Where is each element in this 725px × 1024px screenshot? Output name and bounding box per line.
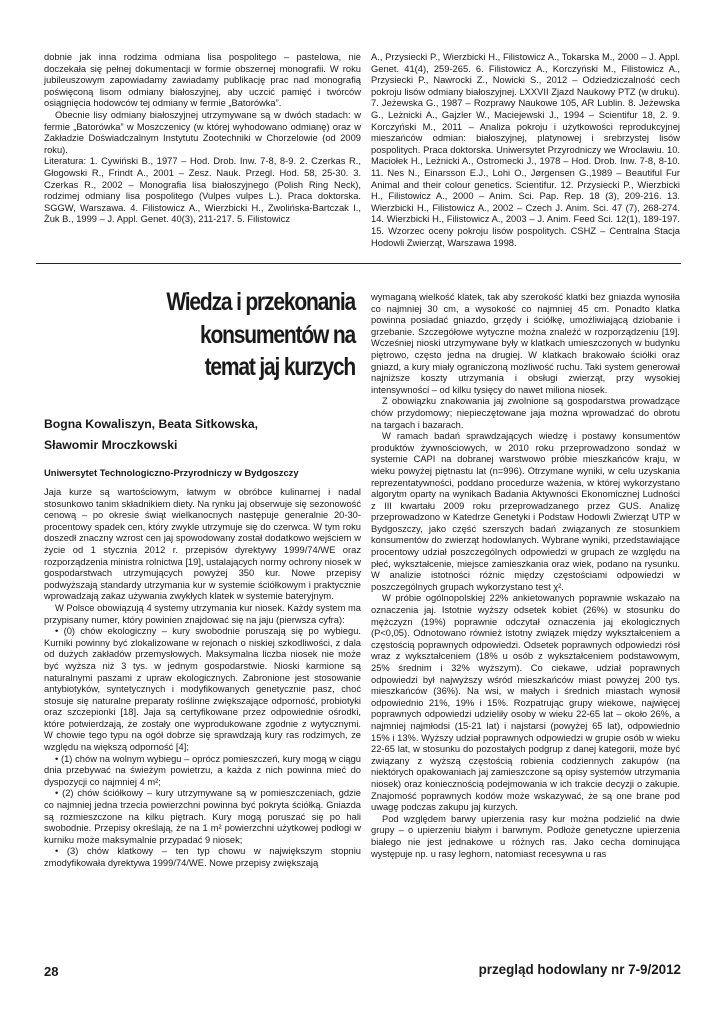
paragraph: wymaganą wielkość klatek, tak aby szerokość klatki bez gniazda wynosiła co najmniej 30 cm, a wysokość co najmniej 45 cm. Ponadto klatka powinna posiadać gniazdo, grzędy i ściółkę, umożliwiającą dziobanie i grzebanie. Szczegółowe wytyczne można znaleźć w rozporządzeniu [19]. Wcześniej nioski utrzymywane były w klatkach umieszczonych w budynku piętrowo, często jedna na drugiej. W klatkach brakowało ściółki oraz gniazd, a kury miały ograniczoną możliwość ruchu. Taki system generował najniższe koszty utrzymania i obsługi zwierząt, przy wysokiej intensywności – od kilku tysięcy do nawet miliona niosek. — [371, 292, 680, 395]
list-item: • (3) chów klatkowy – ten typ chowu w największym stopniu zmodyfikowała dyrektywa 1999/74/WE. Nowe przepisy zwiększają — [44, 846, 361, 868]
literature-list-continued: A., Przysiecki P., Wierzbicki H., Filistowicz A., Tokarska M., 2000 – J. Appl. Genet. 41(4), 259-265. 6. Filistowicz A., Korczyński M., Filistowicz A., Przysiecki P., Nawrocki Z., Nowicki S., 2012 – Odziedziczalność cech pokroju lisów odmiany białoszyjnej. LXXVII Zjazd Naukowy PTZ (w druku). 7. Jeżewska G., 1987 – Rozprawy Naukowe 105, AR Lublin. 8. Jeżewska G., Leżnicki A., Gajzler W., Maciejewski J., 1994 – Scientifur 18, 2. 9. Korczyński M., 2011 – Analiza pokroju i użytkowości reprodukcyjnej mieszańców odmian: białoszyjnej, platynowej i srebrzystej lisów pospolitych. Praca doktorska. Uniwersytet Przyrodniczy we Wrocławiu. 10. Maciołek H., Leżnicki A., Ostromecki J., 1978 – Hod. Drob. Inw. 7-8, 8-10. 11. Nes N., Einarsson E.J., Lohi O., Jørgensen G.,1989 – Beautiful Fur Animal and their colour genetics. Scientifur. 12. Przysiecki P., Wierzbicki H., Filistowicz A., 2000 – Anim. Sci. Pap. Rep. 18 (3), 209-216. 13. Wierzbicki H., Filistowicz A., 2002 – Czech J. Anim. Sci. 47 (7), 268-274. 14. Wierzbicki H., Filistowicz A., 2003 – J. Anim. Feed Sci. 12(1), 189-197. 15. Wzorzec oceny pokroju lisów pospolitych. CSHZ – Centralna Stacja Hodowli Zwierząt, Warszawa 1998. — [371, 52, 680, 248]
article-authors — [44, 414, 361, 456]
title-line: Wiedza i przekonania — [166, 288, 355, 316]
authors-line: Bogna Kowaliszyn, Beata Sitkowska, — [44, 417, 259, 431]
paragraph: Z obowiązku znakowania jaj zwolnione są gospodarstwa prowadzące chów przydomowy; niepieczętowane jaja można wprowadzać do obrotu na targach i bazarach. — [371, 396, 680, 430]
article-column-left — [44, 487, 361, 870]
paragraph: Obecnie lisy odmiany białoszyjnej utrzymywane są w dwóch stadach: w fermie „Batorówka” w Moszczenicy (w której wyhodowano odmianę) oraz w Zakładzie Doświadczalnym Instytutu Zootechniki w Chorzelowie (od 2009 roku). — [44, 109, 361, 155]
title-line: konsumentów na — [199, 320, 355, 349]
authors-line: Sławomir Mroczkowski — [44, 438, 178, 452]
paragraph: W ramach badań sprawdzających wiedzę i postawy konsumentów produktów żywnościowych, w 2010 roku przeprowadzono sondaż w systemie CAPI na dobranej warstwowo próbie mieszkańców kraju, w wieku powyżej piętnastu lat (n=996). Otrzymane wyniki, w celu uzyskania reprezentatywności, poddano procedurze ważenia, w której wykorzystano algorytm oparty na wynikach Badania Aktywności Ekonomicznej Ludności z III kwartału 2009 roku przeprowadzanego przez GUS. Analizę przeprowadzono w Katedrze Genetyki i Podstaw Hodowli Zwierząt UTP w Bydgoszczy, jako część szerszych badań związanych ze stosunkiem konsumentów do zwierząt hodowlanych. Wybrane wyniki, przedstawiające procentowy udział poszczególnych odpowiedzi w grupach ze względu na płeć, wykształcenie, miejsce zamieszkania oraz wiek, podano na rysunku. W analizie istotności różnic między częstościami odpowiedzi w poszczególnych grupach wykorzystano test χ². — [371, 431, 680, 592]
section-divider — [36, 263, 681, 264]
literature-list: Literatura: 1. Cywiński B., 1977 – Hod. Drob. Inw. 7-8, 8-9. 2. Czerkas R., Głogowski R., Frindt A., 2001 – Zesz. Nauk. Przegl. Hod. 58, 25-30. 3. Czerkas R., 2002 – Monografia lisa białoszyjnego (Polish Ring Neck), rodzimej odmiany lisa pospolitego (Vulpes vulpes L.). Praca doktorska. SGGW, Warszawa. 4. Filistowicz A., Wierzbicki H., Zwolińska-Bartczak I., Żuk B., 1999 – J. Appl. Genet. 40(3), 211-217. 5. Filistowicz — [44, 156, 361, 225]
paragraph: dobnie jak inna rodzima odmiana lisa pospolitego – pastelowa, nie doczekała się pełnej dokumentacji w formie obszernej monografii. W roku jubileuszowym zapowiadamy zawiadamy publikację prac nad monografią poświęconą lisom odmiany białoszyjnej, aby uczcić pamięć i twórców osiągnięcia hodowców tej odmiany w fermie „Batorówka”. — [44, 52, 361, 109]
list-item: • (2) chów ściółkowy – kury utrzymywane są w pomieszczeniach, gdzie co najmniej jedna trzecia powierzchni powinna być pokryta ściółką. Gniazda są rozmieszczone na kilku piętrach. Kury mogą poruszać się po hali swobodnie. Przepisy określają, że na 1 m² powierzchni użytkowej podłogi w kurniku może maksymalnie przypadać 9 niosek; — [44, 788, 361, 845]
title-line: temat jaj kurzych — [204, 353, 355, 381]
page-number: 28 — [44, 964, 59, 979]
paragraph: Pod względem barwy upierzenia rasy kur można podzielić na dwie grupy – o upierzeniu białym i barwnym. Podłoże genetyczne upierzenia białego nie jest jednakowe u różnych ras. Jako cecha dominująca występuje np. u rasy leghorn, natomiast recesywna u ras — [371, 813, 680, 859]
author-affiliation: Uniwersytet Technologiczno-Przyrodniczy w Bydgoszczy — [44, 467, 299, 478]
paragraph: Jaja kurze są wartościowym, łatwym w obróbce kulinarnej i nadal stosunkowo tanim składnikiem diety. Na rynku jaj obserwuje się sezonowość cenową – po okresie świąt wielkanocnych następuje generalnie 20-30-procentowy spadek cen, który zwykle utrzymuje się do czerwca. W tym roku doszedł znaczny wzrost cen jaj spowodowany został dodatkowo wejściem w życie od 1 stycznia 2012 r. przepisów dyrektywy 1999/74/WE oraz rozporządzenia ministra rolnictwa [19], ustalających normy ochrony niosek w gospodarstwach utrzymujących powyżej 350 kur. Nowe przepisy podwyższają standardy utrzymania kur w systemie ściółkowym i praktycznie wprowadzają zakaz używania zwykłych klatek w systemie bateryjnym. — [44, 487, 361, 602]
journal-name: przegląd hodowlany nr 7-9/2012 — [478, 962, 681, 977]
article-title — [107, 286, 355, 384]
prev-article-column-left — [44, 52, 361, 226]
paragraph: W próbie ogólnopolskiej 22% ankietowanych poprawnie wskazało na oznaczenia jaj. Istotnie wyższy odsetek kobiet (26%) w stosunku do mężczyzn (19%) poprawnie odczytał oznaczenia jaj ekologicznych (P<0,05). Odnotowano również istotny związek między wykształceniem a częstością poprawnych odpowiedzi. Odsetek poprawnych odpowiedzi rósł wraz z wykształceniem (18% u osób z wykształceniem podstawowym, 25% średnim i 32% wyższym). Co ciekawe, udział poprawnych odpowiedzi był najwyższy wśród mieszkańców miast powyżej 200 tys. mieszkańców (36%). Na wsi, w małych i średnich miastach wynosił odpowiednio 21%, 19% i 15%. Rozpatrując grupy wiekowe, najwięcej poprawnych odpowiedzi udzieliły osoby w wieku 22-65 lat – około 26%, a najmniej najmłodsi (15-21 lat) i najstarsi (powyżej 65 lat), odpowiednio 15% i 13%. Wyższy udział poprawnych odpowiedzi w grupie osób w wieku 22-65 lat, w stosunku do pozostałych podgrup z danej kategorii, może być związany z wyższą częstością robienia codziennych zakupów (na niektórych opakowaniach jaj zamieszczone są opisy systemów utrzymania niosek) oraz koniecznością podejmowania w ich trakcie decyzji o zakupie. Znajomość poprawnych kodów może wskazywać, że są one brane pod uwagę podczas zakupu jaj kurzych. — [371, 593, 680, 813]
article-column-right — [371, 292, 680, 860]
paragraph: W Polsce obowiązują 4 systemy utrzymania kur niosek. Każdy system ma przypisany numer, który powinien znajdować się na jaju (pierwsza cyfra): — [44, 602, 361, 625]
prev-article-column-right — [371, 52, 680, 249]
list-item: • (0) chów ekologiczny – kury swobodnie poruszają się po wybiegu. Kurniki powinny być zlokalizowane w rejonach o niskiej szkodliwości, z dala od dużych zakładów przemysłowych. Maksymalna liczba niosek nie może być wyższa niż 3 tys. w jednym gospodarstwie. Nioski karmione są naturalnymi paszami z upraw ekologicznych. Zabronione jest stosowanie antybiotyków, syntetycznych i modyfikowanych genetycznie pasz, choć stosuje się naturalne preparaty roślinne zwiększające odporność, probiotyki oraz szczepionki [18]. Jaja są certyfikowane przez odpowiednie ośrodki, które potwierdzają, że zostały one wyprodukowane zgodnie z wytycznymi. W chowie tego typu na ogół dobrze się sprawdzają kury ras rodzimych, ze względu na większą odporność [4]; — [44, 626, 361, 753]
list-item: • (1) chów na wolnym wybiegu – oprócz pomieszczeń, kury mogą w ciągu dnia przebywać na świeżym powietrzu, a każda z nich powinna mieć do dyspozycji co najmniej 4 m²; — [44, 753, 361, 787]
